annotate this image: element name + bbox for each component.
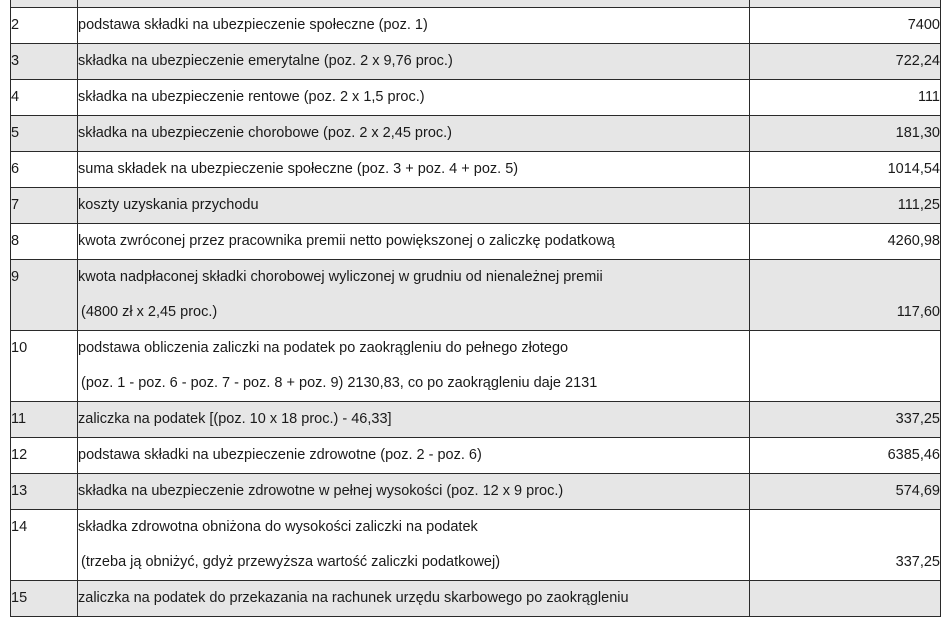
row-description — [78, 224, 750, 260]
calculation-table — [10, 0, 941, 617]
row-value-spacer — [750, 260, 940, 295]
row-description — [78, 260, 750, 331]
row-number-text: 2 — [11, 17, 20, 33]
row-value-text: 1014,54 — [887, 161, 940, 177]
row-description — [78, 331, 750, 402]
description-line: składka na ubezpieczenie chorobowe (poz. 2 x 2,45 proc.) — [78, 125, 452, 141]
row-number-text: 15 — [11, 590, 28, 606]
table-row — [11, 402, 941, 438]
table-row — [11, 188, 941, 224]
description-line: (trzeba ją obniżyć, gdyż przewyższa wartość zaliczki podatkowej) — [81, 554, 501, 570]
row-value-text: 337,25 — [895, 411, 940, 427]
row-description — [78, 402, 750, 438]
row-value-text — [750, 581, 940, 616]
row-description — [78, 8, 750, 44]
row-number-text: 13 — [11, 483, 28, 499]
table-row — [11, 116, 941, 152]
row-value-text: 7400 — [907, 17, 940, 33]
row-number — [11, 510, 78, 581]
table-row — [11, 331, 941, 402]
row-value — [750, 402, 941, 438]
description-line: (poz. 1 - poz. 6 - poz. 7 - poz. 8 + poz. 9) 2130,83, co po zaokrągleniu daje 2131 — [81, 375, 598, 391]
row-number — [11, 474, 78, 510]
description-line: koszty uzyskania przychodu — [78, 197, 259, 213]
row-value — [750, 44, 941, 80]
row-number — [11, 188, 78, 224]
table-row — [11, 474, 941, 510]
row-number-text: 10 — [11, 340, 28, 356]
table-row — [11, 8, 941, 44]
row-value-text: 6385,46 — [887, 447, 940, 463]
row-number — [11, 8, 78, 44]
table-row — [11, 260, 941, 331]
row-value-text: 117,60 — [896, 304, 940, 320]
row-number — [11, 116, 78, 152]
row-value-spacer — [750, 331, 940, 366]
table-body — [11, 0, 941, 617]
row-value-text: 4260,98 — [887, 233, 940, 249]
row-number-text: 9 — [11, 269, 20, 285]
row-value-text: 722,24 — [895, 53, 940, 69]
row-value-text — [750, 366, 940, 401]
table-row — [11, 224, 941, 260]
description-line: kwota nadpłaconej składki chorobowej wyliczonej w grudniu od nienależnej premii — [78, 269, 603, 285]
row-description — [78, 581, 750, 617]
row-number-text: 11 — [11, 411, 27, 427]
table-row — [11, 44, 941, 80]
row-value — [750, 260, 941, 331]
row-number-text: 7 — [11, 197, 20, 213]
row-value — [750, 80, 941, 116]
table-row-top-stub — [11, 0, 941, 8]
row-number — [11, 260, 78, 331]
description-line: suma składek na ubezpieczenie społeczne (poz. 3 + poz. 4 + poz. 5) — [78, 161, 519, 177]
row-value-text: 337,25 — [895, 554, 940, 570]
row-description — [78, 44, 750, 80]
description-line: składka zdrowotna obniżona do wysokości zaliczki na podatek — [78, 519, 478, 535]
row-number — [11, 80, 78, 116]
row-value-text: 574,69 — [895, 483, 940, 499]
row-description — [78, 116, 750, 152]
description-line: podstawa obliczenia zaliczki na podatek po zaokrągleniu do pełnego złotego — [78, 340, 569, 356]
row-description — [78, 474, 750, 510]
table-row — [11, 152, 941, 188]
row-description — [78, 152, 750, 188]
row-number-text: 6 — [11, 161, 20, 177]
row-number-text: 3 — [11, 53, 20, 69]
row-number-text: 8 — [11, 233, 20, 249]
row-description — [78, 438, 750, 474]
description-line: zaliczka na podatek [(poz. 10 x 18 proc.) - 46,33] — [78, 411, 392, 427]
description-line: składka na ubezpieczenie emerytalne (poz. 2 x 9,76 proc.) — [78, 53, 453, 69]
description-line: kwota zwróconej przez pracownika premii netto powiększonej o zaliczkę podatkową — [78, 233, 615, 249]
row-value-text: 181,30 — [895, 125, 940, 141]
row-value — [750, 438, 941, 474]
description-line: składka na ubezpieczenie zdrowotne w pełnej wysokości (poz. 12 x 9 proc.) — [78, 483, 564, 499]
row-value — [750, 8, 941, 44]
row-value-text: 111,25 — [897, 197, 940, 213]
description-line: (4800 zł x 2,45 proc.) — [81, 304, 218, 320]
row-number — [11, 44, 78, 80]
row-value — [750, 474, 941, 510]
row-number-text: 12 — [11, 447, 28, 463]
table-row — [11, 510, 941, 581]
table-row — [11, 581, 941, 617]
row-number — [11, 224, 78, 260]
row-number — [11, 402, 78, 438]
row-number — [11, 331, 78, 402]
row-value — [750, 116, 941, 152]
row-number-text: 14 — [11, 519, 28, 535]
row-value — [750, 581, 941, 617]
description-line: składka na ubezpieczenie rentowe (poz. 2 x 1,5 proc.) — [78, 89, 425, 105]
description-line: podstawa składki na ubezpieczenie społeczne (poz. 1) — [78, 17, 428, 33]
table-row — [11, 438, 941, 474]
row-value — [750, 331, 941, 402]
description-line: podstawa składki na ubezpieczenie zdrowotne (poz. 2 - poz. 6) — [78, 447, 482, 463]
row-description — [78, 80, 750, 116]
row-number — [11, 152, 78, 188]
row-value — [750, 510, 941, 581]
row-value — [750, 188, 941, 224]
table-row — [11, 80, 941, 116]
row-description — [78, 510, 750, 581]
row-value — [750, 224, 941, 260]
row-value-spacer — [750, 510, 940, 545]
row-value — [750, 152, 941, 188]
row-description — [78, 188, 750, 224]
row-number — [11, 438, 78, 474]
row-number-text: 4 — [11, 89, 20, 105]
row-number-text: 5 — [11, 125, 20, 141]
row-value-text: 111 — [917, 89, 940, 105]
row-number — [11, 581, 78, 617]
description-line: zaliczka na podatek do przekazania na rachunek urzędu skarbowego po zaokrągleniu — [78, 590, 629, 606]
